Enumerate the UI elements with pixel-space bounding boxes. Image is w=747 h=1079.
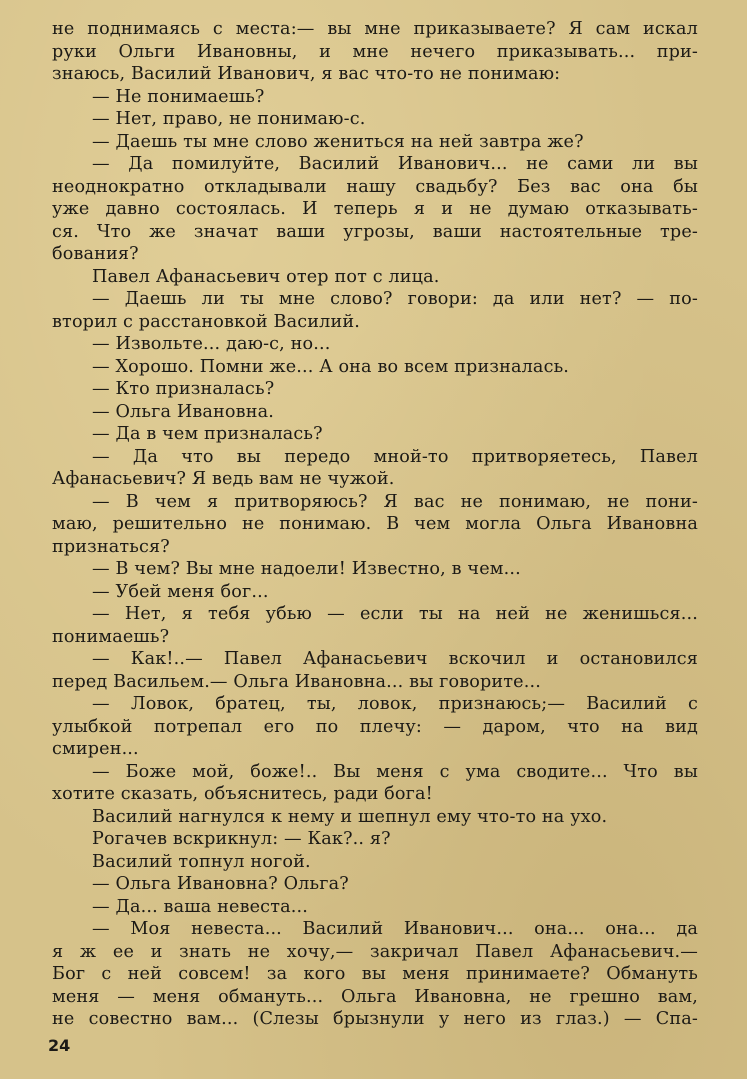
text-line: руки Ольги Ивановны, и мне нечего приказывать... при- xyxy=(52,41,698,62)
text-line: Василий нагнулся к нему и шепнул ему что-то на ухо. xyxy=(92,806,608,827)
text-line: — Кто призналась? xyxy=(92,379,275,399)
text-line: не поднимаясь с места:— вы мне приказываете? Я сам искал xyxy=(52,19,698,39)
text-line: неоднократно откладывали нашу свадьбу? Без вас она бы xyxy=(52,176,698,197)
text-line: маю, решительно не понимаю. В чем могла Ольга Ивановна xyxy=(52,514,698,534)
text-line: Василий топнул ногой. xyxy=(92,851,311,872)
text-line: — Нет, я тебя убью — если ты на ней не женишься... xyxy=(92,604,698,624)
text-line: — Да что вы передо мной-то притворяетесь, Павел xyxy=(92,446,698,467)
text-line: — Хорошо. Помни же... А она во всем призналась. xyxy=(92,356,570,377)
text-line: знаюсь, Василий Иванович, я вас что-то не понимаю: xyxy=(52,64,561,84)
text-line: смирен... xyxy=(52,739,139,759)
text-line: Афанасьевич? Я ведь вам не чужой. xyxy=(52,469,395,489)
text-line: — Нет, право, не понимаю-с. xyxy=(92,109,366,129)
body-text xyxy=(52,18,698,1031)
text-line: Рогачев вскрикнул: — Как?.. я? xyxy=(92,829,391,849)
text-line: — Ловок, братец, ты, ловок, признаюсь;— Василий с xyxy=(92,694,698,714)
text-line: — Да в чем призналась? xyxy=(92,424,323,444)
text-line: перед Васильем.— Ольга Ивановна... вы говорите... xyxy=(52,671,541,692)
text-line: я ж ее и знать не хочу,— закричал Павел Афанасьевич.— xyxy=(52,941,698,962)
text-line: не совестно вам... (Слезы брызнули у него из глаз.) — Спа- xyxy=(52,1009,698,1029)
text-line: понимаешь? xyxy=(52,626,170,647)
text-line: — Да помилуйте, Василий Иванович... не сами ли вы xyxy=(92,154,698,174)
text-line: признаться? xyxy=(52,536,170,557)
text-line: Павел Афанасьевич отер пот с лица. xyxy=(92,266,440,287)
text-line: улыбкой потрепал его по плечу: — даром, что на вид xyxy=(52,716,698,737)
text-line: вторил с расстановкой Василий. xyxy=(52,311,360,332)
text-line: — В чем? Вы мне надоели! Известно, в чем... xyxy=(92,559,521,579)
text-line: ся. Что же значат ваши угрозы, ваши настоятельные тре- xyxy=(52,221,698,242)
text-line: — Не понимаешь? xyxy=(92,86,265,107)
text-line: меня — меня обмануть... Ольга Ивановна, не грешно вам, xyxy=(52,986,698,1007)
text-line: — Боже мой, боже!.. Вы меня с ума сводите... Что вы xyxy=(92,761,698,782)
page-number: 24 xyxy=(48,1036,71,1055)
text-line: — Даешь ли ты мне слово? говори: да или нет? — по- xyxy=(92,289,698,309)
text-line: — Ольга Ивановна. xyxy=(92,401,274,422)
text-line: — Убей меня бог... xyxy=(92,581,269,602)
text-line: — Ольга Ивановна? Ольга? xyxy=(92,874,349,894)
text-line: — В чем я притворяюсь? Я вас не понимаю, не пони- xyxy=(92,491,698,512)
text-line: — Как!..— Павел Афанасьевич вскочил и остановился xyxy=(92,649,698,669)
text-line: — Моя невеста... Василий Иванович... она... она... да xyxy=(92,919,698,939)
text-line: — Даешь ты мне слово жениться на ней завтра же? xyxy=(92,131,584,152)
text-line: хотите сказать, объяснитесь, ради бога! xyxy=(52,784,433,804)
text-line: — Извольте... даю-с, но... xyxy=(92,334,331,354)
text-line: Бог с ней совсем! за кого вы меня принимаете? Обмануть xyxy=(52,964,698,984)
text-line: уже давно состоялась. И теперь я и не думаю отказывать- xyxy=(52,199,698,219)
text-line: — Да... ваша невеста... xyxy=(92,896,308,917)
text-line: бования? xyxy=(52,244,139,264)
